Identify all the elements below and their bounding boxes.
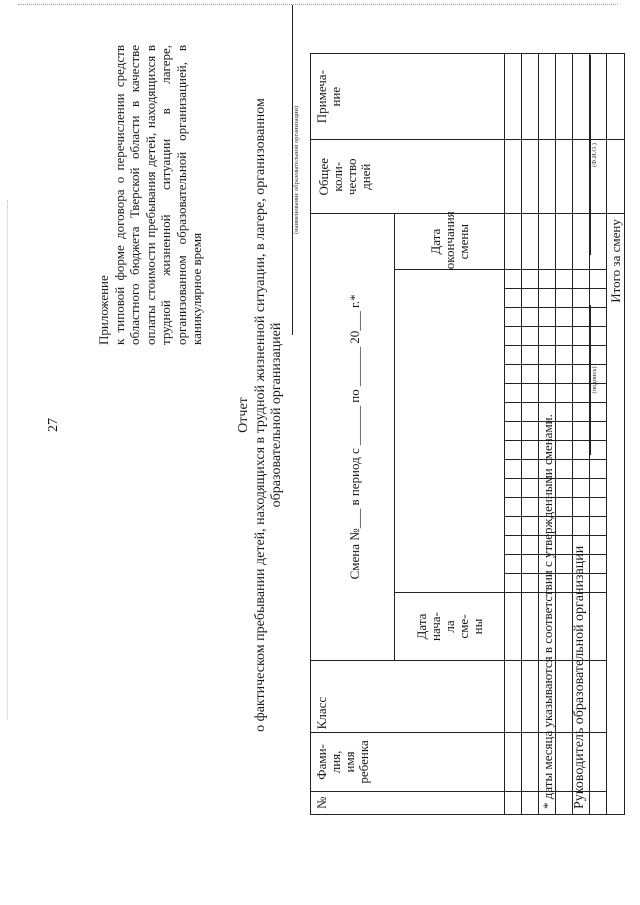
head-signature-label: Руководитель образовательной организации [572, 545, 587, 809]
total-days-cell [607, 140, 625, 214]
header-number: № [311, 791, 505, 814]
header-end-date: Дата окончания смены [395, 214, 505, 270]
report-subtitle-line2: образовательной организацией [269, 322, 284, 508]
page-number: 27 [46, 418, 61, 432]
day-columns [395, 270, 505, 593]
appendix-block [96, 45, 205, 345]
header-note: Примеча- ние [311, 54, 505, 140]
header-shift: Смена №___ в период с ______ по ______ 20___ г.* [311, 214, 395, 660]
appendix-lead: Приложение [96, 275, 111, 345]
header-class: Класс [311, 660, 505, 733]
appendix-text: к типовой форме договора о перечислении средств областного бюджета Тверской области в качестве оплаты стоимости пребывания детей, находящихся в трудной жизненной ситуации в лагере, организованном образовательной организацией, в каникулярное время [111, 45, 204, 345]
table-row [556, 54, 573, 815]
report-subtitle-line1: о фактическом пребывании детей, находящихся в трудной жизненной ситуации, в лагере, организованном [253, 98, 268, 732]
name-caption: (Ф.И.О.) [591, 143, 598, 167]
report-title: Отчет [236, 397, 251, 433]
total-row [607, 54, 625, 815]
header-start-date: Дата нача- ла сме- ны [395, 593, 505, 660]
header-row-1 [311, 54, 395, 815]
table-row [505, 54, 522, 815]
signature-caption: (подпись) [591, 366, 598, 394]
total-note-cell [607, 54, 625, 140]
header-name: Фами- лия, имя ребенка [311, 733, 505, 791]
organization-caption: (наименование образовательной организации) [293, 105, 300, 235]
report-heading [236, 55, 285, 775]
footnote: * даты месяца указываются в соответствии с утвержденными сменами. [540, 414, 555, 809]
table-row [522, 54, 539, 815]
header-total-days: Общее коли- чество дней [311, 140, 505, 214]
total-label: Итого за смену [607, 214, 625, 815]
